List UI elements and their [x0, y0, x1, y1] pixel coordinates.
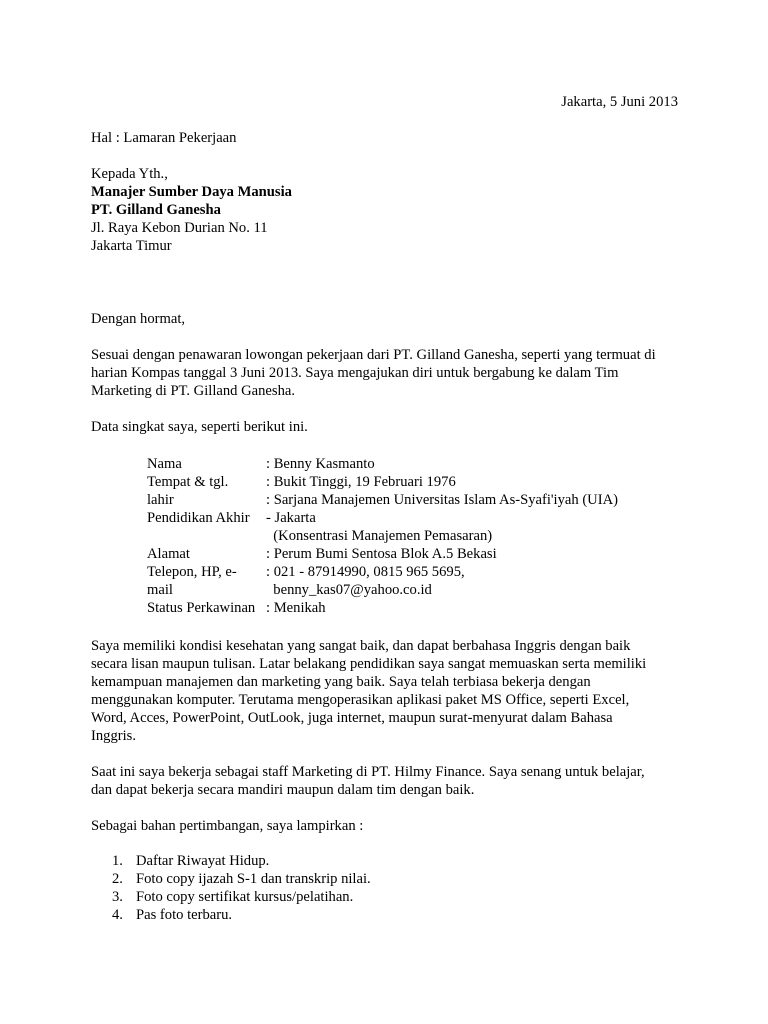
- data-value: : Benny Kasmanto: [266, 456, 375, 472]
- list-item: Foto copy ijazah S-1 dan transkrip nilai.: [136, 871, 371, 887]
- data-label: mail: [147, 582, 173, 598]
- recipient-street: Jl. Raya Kebon Durian No. 11: [91, 220, 268, 236]
- subject-line: Hal : Lamaran Pekerjaan: [91, 130, 237, 146]
- data-value: : Bukit Tinggi, 19 Februari 1976: [266, 474, 456, 490]
- data-label: Telepon, HP, e-: [147, 564, 237, 580]
- data-value: benny_kas07@yahoo.co.id: [266, 582, 432, 598]
- data-label: Alamat: [147, 546, 190, 562]
- data-value: : 021 - 87914990, 0815 965 5695,: [266, 564, 465, 580]
- current-job-line: Saat ini saya bekerja sebagai staff Marketing di PT. Hilmy Finance. Saya senang untuk belajar,: [91, 764, 645, 780]
- recipient-position: Manajer Sumber Daya Manusia: [91, 184, 292, 200]
- list-item: Pas foto terbaru.: [136, 907, 233, 923]
- skills-line: Word, Acces, PowerPoint, OutLook, juga internet, maupun surat-menyurat dalam Bahasa: [91, 710, 613, 726]
- intro-line: Marketing di PT. Gilland Ganesha.: [91, 383, 295, 399]
- data-value: - Jakarta: [266, 510, 316, 526]
- data-label: Pendidikan Akhir: [147, 510, 250, 526]
- data-label: Status Perkawinan: [147, 600, 256, 616]
- recipient-company: PT. Gilland Ganesha: [91, 202, 221, 218]
- skills-line: kemampuan manajemen dan marketing yang baik. Saya telah terbiasa bekerja dengan: [91, 674, 591, 690]
- list-item: Foto copy sertifikat kursus/pelatihan.: [136, 889, 354, 905]
- list-item: Daftar Riwayat Hidup.: [136, 853, 270, 869]
- salutation: Dengan hormat,: [91, 311, 186, 327]
- recipient-city: Jakarta Timur: [91, 238, 172, 254]
- recipient-greeting: Kepada Yth.,: [91, 166, 168, 182]
- data-label: lahir: [147, 492, 174, 508]
- data-value: : Menikah: [266, 600, 326, 616]
- skills-line: Saya memiliki kondisi kesehatan yang sangat baik, dan dapat berbahasa Inggris dengan baik: [91, 638, 631, 654]
- data-value: : Sarjana Manajemen Universitas Islam As-Syafi'iyah (UIA): [266, 492, 618, 508]
- data-value: (Konsentrasi Manajemen Pemasaran): [266, 528, 493, 544]
- list-number: 2.: [112, 871, 123, 887]
- data-label: Tempat & tgl.: [147, 474, 229, 490]
- letter-date: Jakarta, 5 Juni 2013: [561, 94, 678, 110]
- data-value: : Perum Bumi Sentosa Blok A.5 Bekasi: [266, 546, 497, 562]
- skills-line: secara lisan maupun tulisan. Latar belakang pendidikan saya sangat memuaskan serta memiliki: [91, 656, 647, 672]
- intro-line: harian Kompas tanggal 3 Juni 2013. Saya mengajukan diri untuk bergabung ke dalam Tim: [91, 365, 619, 381]
- list-number: 3.: [112, 889, 123, 905]
- intro-line: Sesuai dengan penawaran lowongan pekerjaan dari PT. Gilland Ganesha, seperti yang termuat di: [91, 347, 656, 363]
- list-number: 4.: [112, 907, 123, 923]
- skills-line: Inggris.: [91, 728, 136, 744]
- skills-line: menggunakan komputer. Terutama mengoperasikan aplikasi paket MS Office, seperti Excel,: [91, 692, 630, 708]
- attachments-intro: Sebagai bahan pertimbangan, saya lampirkan :: [91, 818, 364, 834]
- current-job-line: dan dapat bekerja secara mandiri maupun dalam tim dengan baik.: [91, 782, 475, 798]
- list-number: 1.: [112, 853, 123, 869]
- data-label: Nama: [147, 456, 182, 472]
- data-intro: Data singkat saya, seperti berikut ini.: [91, 419, 308, 435]
